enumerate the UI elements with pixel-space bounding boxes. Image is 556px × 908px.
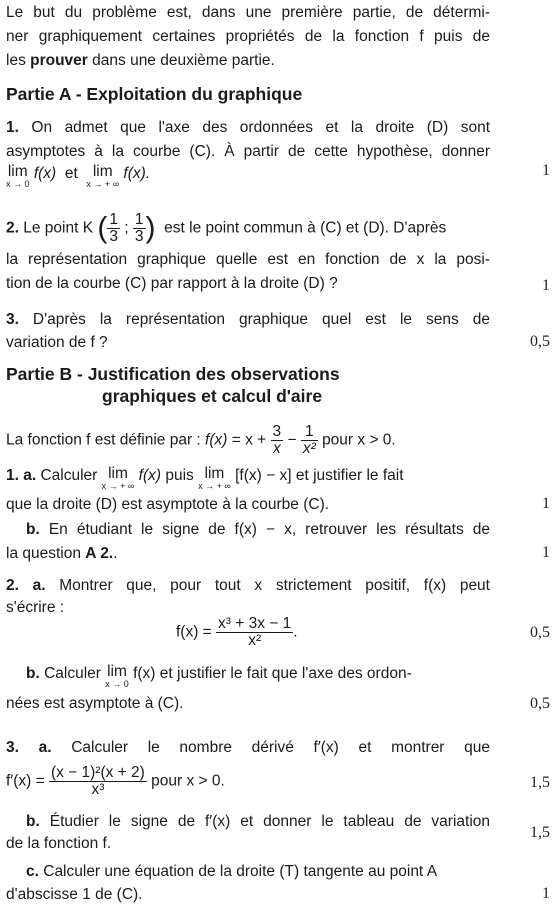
b-q3a-formula: f′(x) = $\frac{\text{(x − 1)²(x + 2)}}{\text{x³}}$ pour x > 0. <box>6 764 225 798</box>
b-q3b-line-1: b. Étudier le signe de f′(x) et donner le tableau de variation <box>26 813 490 830</box>
intro-line-3: les prouver dans une deuxième partie. <box>6 52 275 69</box>
part-b-title-line-1: Partie B - Justification des observations <box>6 364 340 384</box>
points-b3c: 1 <box>542 885 550 902</box>
points-b3b: 1,5 <box>530 824 550 841</box>
b-q1a-line-2: que la droite (D) est asymptote à la courbe (C). <box>6 496 330 513</box>
a-q1-line-1: 1. On admet que l'axe des ordonnées et la droite (D) sont <box>6 119 490 136</box>
fraction-one-third-2: $\frac{1}{3}$ <box>134 211 144 245</box>
part-b-title-line-2: graphiques et calcul d'aire <box>102 386 323 406</box>
b-q3c-line-1: c. Calculer une équation de la droite (T) tangente au point A <box>26 863 438 880</box>
b-q1a-line-1: 1. a. Calculer lim x → + ∞ f(x) puis lim x → + ∞ [f(x) − x] et justifier le fait <box>6 465 404 491</box>
b-q2a-line-2: s'écrire : <box>6 599 65 616</box>
a-q1-limits: lim x → 0 f(x) et lim x → + ∞ f(x). <box>6 163 151 189</box>
b-q2b-line-2: nées est asymptote à (C). <box>6 695 184 712</box>
limit-x-to-0: lim x → 0 <box>6 163 30 189</box>
b-q3a-line-1: 3. a. Calculer le nombre dérivé f′(x) et montrer que <box>6 739 490 756</box>
a-q3-line-2: variation de f ? <box>6 334 108 351</box>
a-q3-line-1: 3. D'après la représentation graphique quel est le sens de <box>6 311 490 328</box>
points-b2b: 0,5 <box>530 695 550 712</box>
intro-line-1: Le but du problème est, dans une première partie, de détermi- <box>6 4 490 21</box>
part-a-title: Partie A - Exploitation du graphique <box>6 84 303 104</box>
limit-x-to-infinity: lim x → + ∞ <box>86 163 120 189</box>
fraction-1-over-x2: $\frac{1}{\text{x²}}$ <box>302 423 316 457</box>
function-definition: La fonction f est définie par : f(x) = x + $\frac{3}{x}$ − $\frac{1}{\text{x²}}$ pour x > 0. <box>6 423 396 457</box>
a-q1-line-2: asymptotes à la courbe (C). À partir de cette hypothèse, donner <box>6 143 490 160</box>
a-q2-line-2: la représentation graphique quelle est en fonction de x la posi- <box>6 251 490 268</box>
b-q2a-formula: f(x) = $\frac{\text{x³ + 3x − 1}}{\text{x²}}$ . <box>176 615 298 649</box>
fraction-f-rational: $\frac{\text{x³ + 3x − 1}}{\text{x²}}$ <box>218 615 292 649</box>
b-q1b-line-2: la question A 2.. <box>6 545 118 562</box>
b-q3c-line-2: d'abscisse 1 de (C). <box>6 886 143 903</box>
a-q2-line-1: 2. Le point K ( $\frac{1}{3}$ ; $\frac{1}{3}$ ) est le point commun à (C) et (D). D'après <box>6 211 447 245</box>
b-q3b-line-2: de la fonction f. <box>6 835 112 852</box>
fraction-one-third: $\frac{1}{3}$ <box>109 211 118 245</box>
fraction-derivative: $\frac{\text{(x − 1)²(x + 2)}}{\text{x³}}$ <box>50 764 145 798</box>
limit-b1-first: lim x → + ∞ <box>101 465 135 491</box>
b-q2a-line-1: 2. a. Montrer que, pour tout x strictement positif, f(x) peut <box>6 577 490 594</box>
points-b3a: 1,5 <box>530 774 550 791</box>
points-b1b: 1 <box>542 544 550 561</box>
intro-line-2: ner graphiquement certaines propriétés de la fonction f puis de <box>6 28 490 45</box>
points-a1: 1 <box>542 162 550 179</box>
points-a2: 1 <box>542 277 550 294</box>
limit-b1-second: lim x → + ∞ <box>198 465 231 491</box>
points-b1a: 1 <box>542 495 550 512</box>
fraction-3-over-x: $\frac{3}{x}$ <box>272 423 282 457</box>
b-q1b-line-1: b. En étudiant le signe de f(x) − x, retrouver les résultats de <box>26 521 490 538</box>
a-q2-line-3: tion de la courbe (C) par rapport à la droite (D) ? <box>6 275 338 292</box>
points-b2a: 0,5 <box>530 624 550 641</box>
limit-b2: lim x → 0 <box>105 663 129 689</box>
b-q2b-line-1: b. Calculer lim x → 0 f(x) et justifier le fait que l'axe des ordon- <box>26 663 412 689</box>
points-a3: 0,5 <box>530 333 550 350</box>
